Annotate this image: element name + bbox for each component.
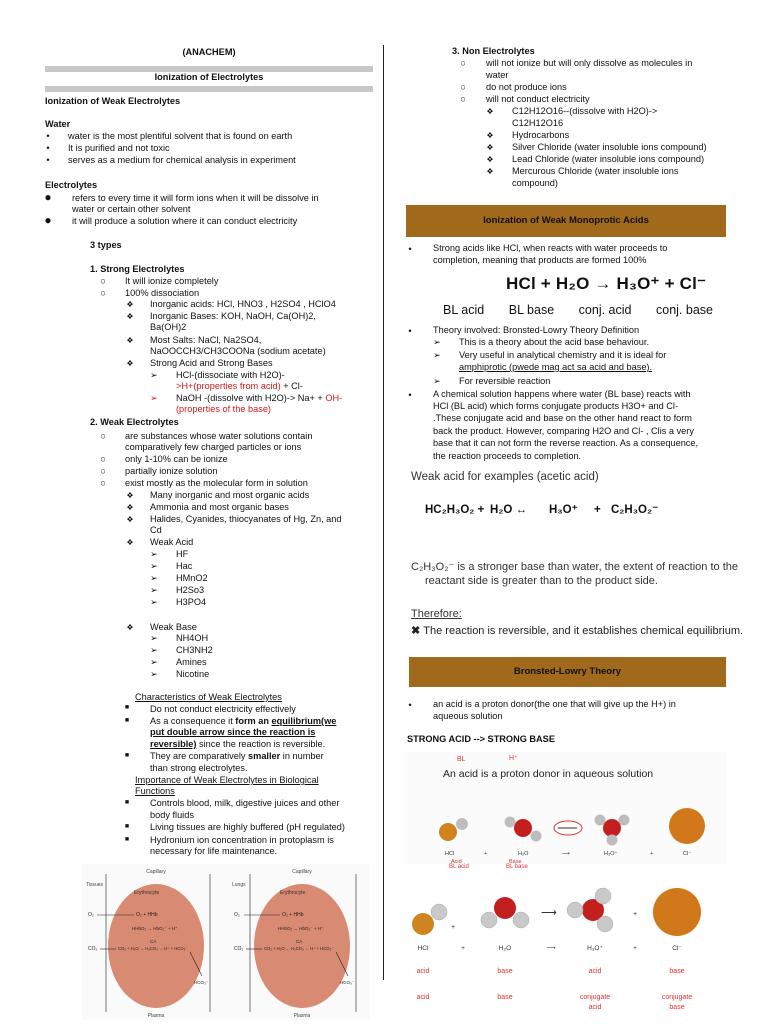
square-bullet-icon: ■: [124, 836, 130, 843]
role-row-3: [589, 1004, 685, 1011]
list-item: will not conduct electricity: [486, 94, 590, 104]
list-item: It is purified and not toxic: [68, 143, 170, 153]
handwritten-note: BL acid: [449, 864, 469, 870]
list-item: NaOOCCH3/CH3COONa (sodium acetate): [150, 346, 326, 356]
hydrogen-atom: [513, 912, 529, 928]
list-item: It will ionize completely: [125, 276, 219, 286]
hydrogen-atom: [619, 815, 630, 826]
subtitle: Ionization of Weak Electrolytes: [45, 96, 181, 106]
formula-plus: +: [650, 851, 654, 857]
text: in number: [280, 751, 324, 761]
molecule-photo: [405, 752, 727, 864]
weak-acid-item: Hac: [176, 561, 193, 571]
section-box-monoprotic: Ionization of Weak Monoprotic Acids: [406, 205, 726, 237]
list-item: it will produce a solution where it can conduct electricity: [72, 216, 298, 226]
bullet-icon: ●: [44, 190, 52, 204]
list-item: Halides, Cyanides, thiocyanates of Hg, Zn, and: [150, 514, 342, 524]
diamond-bullet-icon: ❖: [126, 491, 134, 500]
strong-acid-heading: STRONG ACID --> STRONG BASE: [407, 734, 555, 744]
diamond-bullet-icon: ❖: [126, 503, 134, 512]
square-bullet-icon: ■: [124, 717, 130, 724]
page-title: (ANACHEM): [182, 47, 236, 57]
list-item-cont: put double arrow since the reaction is: [150, 727, 316, 737]
list-item: do not produce ions: [486, 82, 567, 92]
list-item: only 1-10% can be ionize: [125, 454, 228, 464]
hydrogen-atom: [595, 815, 606, 826]
list-item: water is the most plentiful solvent that is found on earth: [68, 131, 293, 141]
conclusion-text: The reaction is reversible, and it establishes chemical equilibrium.: [423, 625, 744, 637]
weak-base-item: NH4OH: [176, 633, 209, 643]
weak-acid-item: H3PO4: [176, 597, 207, 607]
role-label: conjugate: [579, 994, 611, 1001]
label-erythrocyte: Erythrocyte: [134, 890, 160, 896]
reaction-row: O₂ + HHb: [282, 912, 304, 918]
list-item-cont: necessary for life maintenance.: [150, 846, 278, 856]
list-item-cont: body fluids: [150, 810, 194, 820]
bullet-icon: •: [46, 143, 50, 153]
arrow-bullet-icon: ➢: [150, 561, 158, 571]
formula-plus: +: [461, 945, 465, 952]
paragraph-line: Theory involved: Bronsted-Lowry Theory Definition: [433, 325, 640, 335]
label-bl-base: BL base: [508, 303, 555, 317]
section-bar-bottom: [45, 86, 373, 92]
list-item: partially ionize solution: [125, 466, 218, 476]
role-label: conjugate: [661, 994, 693, 1001]
eq-reactant-2: H₂O ↔: [490, 504, 528, 516]
weak-acid-item: HMnO2: [176, 573, 208, 583]
label-hco3: HCO₃⁻: [340, 980, 355, 985]
list-item: Many inorganic and most organic acids: [150, 490, 310, 500]
oxygen-atom: [514, 819, 532, 837]
arrow-bullet-icon: ➢: [150, 370, 158, 380]
reaction-row: CO₂ + H₂O → H₂CO₃ → H⁺ + HCO₃⁻: [118, 946, 188, 951]
list-item: Inorganic Bases: KOH, NaOH, Ca(OH)2,: [150, 311, 316, 321]
arrow-bullet-icon: ➢: [150, 633, 158, 643]
hydrogen-atom: [431, 904, 447, 920]
cross-icon: ✖: [411, 625, 424, 637]
label-bl-acid: BL acid: [443, 303, 485, 317]
list-item: Cd: [150, 525, 162, 535]
diamond-bullet-icon: ❖: [126, 623, 134, 632]
importance-heading-2: Functions: [135, 786, 175, 796]
list-item: Silver Chloride (water insoluble ions compound): [512, 142, 707, 152]
list-item: [150, 751, 324, 763]
label-ca: CA: [296, 939, 303, 944]
red-text: OH-: [325, 393, 343, 403]
list-item: Do not conduct electricity effectively: [150, 704, 296, 714]
therefore-label: Therefore:: [411, 608, 462, 620]
role-label: acid: [588, 1004, 602, 1011]
list-item-cont: C12H12O16: [512, 118, 564, 128]
circle-bullet-icon: ○: [100, 288, 106, 298]
list-item-cont: than strong electrolytes.: [150, 763, 248, 773]
diamond-bullet-icon: ❖: [486, 143, 494, 152]
arrow-bullet-icon: ➢: [150, 573, 158, 583]
paragraph-line: the reaction proceeds to completion.: [433, 451, 582, 461]
handwritten-bl: BL: [457, 756, 466, 763]
bullet-icon: •: [46, 155, 50, 165]
list-item: Controls blood, milk, digestive juices and other: [150, 798, 340, 808]
bullet-icon: •: [408, 244, 412, 254]
square-bullet-icon: ■: [124, 823, 130, 830]
weak-heading: 2. Weak Electrolytes: [90, 417, 179, 427]
bullet-icon: •: [46, 131, 50, 141]
hcl-line: HCl-(dissociate with H2O)-: [176, 370, 285, 380]
water-heading: Water: [45, 119, 71, 129]
paragraph-line: back the product. However, comparing H2O and Cl- , Clis a very: [433, 426, 694, 436]
role-label: base: [669, 1004, 685, 1011]
section-title: Ionization of Electrolytes: [154, 72, 264, 82]
list-item: Most Salts: NaCl, Na2SO4,: [150, 335, 262, 345]
label-co2: CO₂: [88, 946, 98, 952]
erythrocyte-diagram: [82, 864, 370, 1020]
plus-sign: +: [451, 924, 456, 931]
weak-acid-item: HF: [176, 549, 189, 559]
formula-h2o: H₂O: [518, 851, 529, 857]
diamond-bullet-icon: ❖: [126, 515, 134, 524]
label-o2: O₂: [234, 912, 240, 918]
list-item: Strong Acid and Strong Bases: [150, 358, 273, 368]
list-item: Very useful in analytical chemistry and it is ideal for: [459, 350, 667, 360]
conclusion-line: [411, 624, 743, 638]
reaction-arrow: ⟶: [541, 907, 557, 919]
molecule-diagram: [405, 876, 727, 1016]
text: As a consequence it: [150, 716, 236, 726]
list-item: Hydronium ion concentration in protoplasm is: [150, 835, 334, 845]
formula-arrow: ⟶: [546, 945, 556, 952]
circle-bullet-icon: ○: [100, 466, 106, 476]
role-label: base: [497, 994, 513, 1001]
hydrogen-atom: [607, 835, 618, 846]
formula-plus: +: [633, 945, 637, 952]
list-item: Ammonia and most organic bases: [150, 502, 289, 512]
bullet-icon: •: [408, 700, 412, 710]
importance-heading: Importance of Weak Electrolytes in Biological: [135, 775, 319, 785]
circle-bullet-icon: ○: [100, 454, 106, 464]
arrow-bullet-icon: ➢: [433, 350, 441, 360]
label-erythrocyte: Erythrocyte: [280, 890, 306, 896]
bullet-icon: •: [408, 326, 412, 336]
list-item: For reversible reaction: [459, 376, 551, 386]
role-label: base: [497, 968, 513, 975]
role-label: acid: [588, 968, 602, 975]
handwritten-note: Acid: [451, 859, 462, 864]
list-item: exist mostly as the molecular form in solution: [125, 478, 308, 488]
hydrogen-atom: [456, 818, 468, 830]
column-divider: [383, 45, 384, 980]
weak-acid-note-2: reactant side is greater than to the product side.: [425, 575, 658, 587]
chloride-ion: [669, 808, 705, 844]
formula-h2o: H₂O: [498, 945, 512, 952]
list-item: Inorganic acids: HCl, HNO3 , H2SO4 , HClO4: [150, 299, 336, 309]
list-item: This is a theory about the acid base behaviour.: [459, 337, 649, 347]
square-bullet-icon: ■: [124, 799, 130, 806]
list-item: Mercurous Chloride (water insoluble ions: [512, 166, 679, 176]
list-item: Living tissues are highly buffered (pH regulated): [150, 822, 345, 832]
list-item: Lead Chloride (water insoluble ions compound): [512, 154, 705, 164]
chlorine-atom: [412, 913, 434, 935]
paragraph-line: completion, meaning that products are formed 100%: [433, 255, 647, 265]
circle-bullet-icon: ○: [100, 478, 106, 488]
paragraph-line: an acid is a proton donor(the one that will give up the H+) in: [433, 699, 676, 709]
diamond-bullet-icon: ❖: [126, 359, 134, 368]
paragraph-line: aqueous solution: [433, 711, 503, 721]
reaction-row: HHbO₂ ← HbO₂⁻ + H⁺: [278, 926, 324, 931]
bold-text: form an: [235, 716, 272, 726]
label-hco3: HCO₃⁻: [194, 980, 209, 985]
formula-cl: Cl⁻: [672, 945, 682, 952]
arrow-bullet-icon: ➢: [150, 597, 158, 607]
chloride-ion: [653, 888, 701, 936]
arrow-bullet-icon: ➢: [433, 376, 441, 386]
hydrogen-atom: [531, 831, 542, 842]
weak-acid-note: C₂H₃O₂⁻ is a stronger base than water, the extent of reaction to the: [411, 561, 738, 573]
label-tissues: Tissues: [86, 882, 104, 888]
circle-bullet-icon: ○: [460, 58, 466, 68]
plus-sign: +: [633, 911, 638, 918]
formula-arrow: ⟶: [562, 851, 570, 857]
electrolytes-heading: Electrolytes: [45, 180, 98, 190]
bold-underline-text: equilibrium(we: [271, 716, 337, 726]
paragraph-line: .These conjugate acid and base on the other hand react to form: [433, 413, 692, 423]
reaction-row: CO₂ + H₂O ← H₂CO₃ ← H⁺ + HCO₃⁻: [264, 946, 334, 951]
square-bullet-icon: ■: [124, 704, 130, 711]
list-item-cont: water: [486, 70, 509, 80]
list-item: Hydrocarbons: [512, 130, 570, 140]
weak-base-item: Nicotine: [176, 669, 210, 679]
arrow-bullet-icon: ➢: [150, 549, 158, 559]
diamond-bullet-icon: ❖: [126, 300, 134, 309]
bottom-formula-row: [418, 945, 683, 952]
types-label: 3 types: [90, 240, 122, 250]
weak-base-item: CH3NH2: [176, 645, 213, 655]
formula-h3o: H₃O⁺: [604, 851, 618, 857]
naoh-line-2: (properties of the base): [176, 404, 271, 414]
equation-labels: [443, 302, 713, 318]
list-item: refers to every time it will form ions when it will be dissolve in: [72, 193, 319, 203]
bold-underline-text: reversible): [150, 739, 197, 749]
oxygen-atom: [494, 897, 516, 919]
bold-text: smaller: [248, 751, 281, 761]
hcl-equation: HCl + H₂O → H₃O⁺ + Cl⁻: [506, 274, 707, 293]
strong-heading: 1. Strong Electrolytes: [90, 264, 185, 274]
list-item: C12H12O16--(dissolve with H2O)->: [512, 106, 658, 116]
arrow-bullet-icon: ➢: [150, 393, 158, 403]
hydrogen-atom: [481, 912, 497, 928]
role-row-2: [417, 994, 693, 1001]
formula-hcl: HCl: [445, 851, 455, 857]
reaction-row: HHbO₂ → HbO₂⁻ + H⁺: [132, 926, 178, 931]
circle-bullet-icon: ○: [460, 94, 466, 104]
list-item-cont: amphiprotic (pwede mag act sa acid and base).: [459, 362, 653, 372]
label-plasma: Plasma: [293, 1013, 311, 1019]
bullet-icon: •: [408, 390, 412, 400]
paragraph-line: Strong acids like HCl, when reacts with water proceeds to: [433, 243, 668, 253]
weak-acid-item: H2So3: [176, 585, 205, 595]
diamond-bullet-icon: ❖: [486, 167, 494, 176]
list-item-cont: [150, 739, 325, 751]
reaction-row: O₂ + HHb: [136, 912, 158, 918]
list-item: water or certain other solvent: [72, 204, 191, 214]
eq-product-1: H₃O⁺: [549, 504, 578, 516]
hydrogen-atom: [597, 916, 613, 932]
formula-cl: Cl⁻: [683, 851, 692, 857]
diamond-bullet-icon: ❖: [126, 538, 134, 547]
oxygen-atom: [603, 819, 621, 837]
arrow-bullet-icon: ➢: [150, 645, 158, 655]
paragraph-line: A chemical solution happens where water (BL base) reacts with: [433, 389, 691, 399]
text: since the reaction is reversible.: [196, 739, 326, 749]
label-o2: O₂: [88, 912, 94, 918]
red-text: >H+(properties from acid): [176, 381, 281, 391]
circle-bullet-icon: ○: [100, 276, 106, 286]
circle-bullet-icon: ○: [460, 82, 466, 92]
formula-plus: +: [484, 851, 488, 857]
list-item: will not ionize but will only dissolve as molecules in: [486, 58, 693, 68]
black-text: + Cl-: [280, 381, 303, 391]
role-label: acid: [416, 968, 430, 975]
diamond-bullet-icon: ❖: [486, 155, 494, 164]
formula-h3o: H₃O⁺: [587, 945, 603, 952]
list-item: Ba(OH)2: [150, 322, 187, 332]
label-capillary: Capillary: [292, 869, 312, 875]
list-item: Weak Acid: [150, 537, 194, 547]
role-row-1: [417, 968, 685, 975]
circle-bullet-icon: ○: [100, 431, 106, 441]
non-electrolytes-heading: 3. Non Electrolytes: [452, 46, 535, 56]
hydrogen-atom: [567, 902, 583, 918]
arrow-bullet-icon: ➢: [150, 657, 158, 667]
diamond-bullet-icon: ❖: [126, 336, 134, 345]
diamond-bullet-icon: ❖: [126, 312, 134, 321]
handwritten-note: Base: [509, 859, 522, 864]
arrow-bullet-icon: ➢: [433, 337, 441, 347]
diamond-bullet-icon: ❖: [486, 131, 494, 140]
list-item: serves as a medium for chemical analysis in experiment: [68, 155, 296, 165]
list-item-cont: compound): [512, 178, 558, 188]
label-co2: CO₂: [234, 946, 244, 952]
eq-product-2: C₂H₃O₂⁻: [611, 504, 659, 516]
text: They are comparatively: [150, 751, 249, 761]
hcl-line-2: [176, 381, 303, 393]
role-label: base: [669, 968, 685, 975]
arrow-bullet-icon: ➢: [150, 669, 158, 679]
weak-acid-title: Weak acid for examples (acetic acid): [411, 471, 599, 483]
hydrogen-atom: [595, 888, 611, 904]
eq-reactant-1: HC₂H₃O₂ +: [425, 504, 485, 516]
diamond-bullet-icon: ❖: [486, 107, 494, 116]
list-item: are substances whose water solutions contain: [125, 431, 313, 441]
chlorine-atom: [439, 823, 457, 841]
label-plasma: Plasma: [147, 1013, 165, 1019]
paragraph-line: base that it can not form the reverse reaction. As a consequence,: [433, 438, 699, 448]
photo-caption: An acid is a proton donor in aqueous solution: [443, 768, 654, 780]
arrow-bullet-icon: ➢: [150, 585, 158, 595]
characteristics-heading: Characteristics of Weak Electrolytes: [135, 692, 282, 702]
label-ca: CA: [150, 939, 157, 944]
hydrogen-atom: [505, 817, 516, 828]
square-bullet-icon: ■: [124, 752, 130, 759]
weak-base-label: Weak Base: [150, 622, 197, 632]
paragraph-line: HCl (BL acid) which forms conjugate products H3O+ and Cl-: [433, 401, 679, 411]
label-conj-acid: conj. acid: [578, 303, 632, 317]
role-label: acid: [416, 994, 430, 1001]
eq-plus: +: [594, 504, 601, 516]
section-box-bronsted: Bronsted-Lowry Theory: [409, 657, 726, 687]
handwritten-note: BL base: [506, 864, 528, 870]
label-capillary: Capillary: [146, 869, 166, 875]
handwritten-h: H⁺: [509, 755, 518, 762]
label-conj-base: conj. base: [656, 303, 713, 317]
bullet-icon: ●: [44, 213, 52, 227]
list-item: comparatively few charged particles or ions: [125, 442, 302, 452]
black-text: NaOH -(dissolve with H2O)-> Na+ +: [176, 393, 326, 403]
weak-base-item: Amines: [176, 657, 207, 667]
list-item: 100% dissociation: [125, 288, 200, 298]
formula-hcl: HCl: [417, 945, 429, 952]
label-lungs: Lungs: [232, 882, 246, 888]
